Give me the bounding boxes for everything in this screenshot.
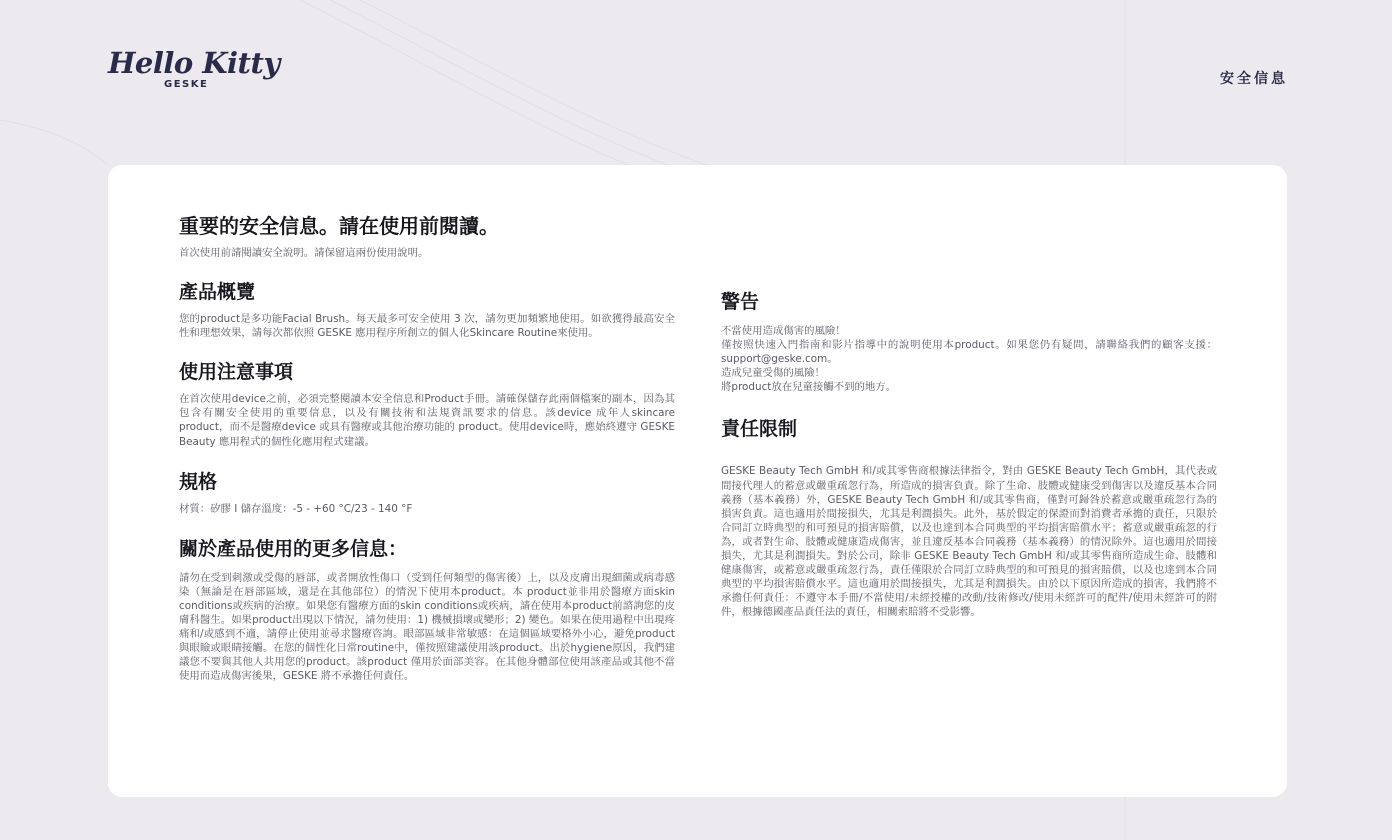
section-text-liability: GESKE Beauty Tech GmbH 和/或其零售商根據法律指令，對由 GESKE Beauty Tech GmbH，其代表或間接代理人的蓄意或嚴重疏忽行為，所造成的損害負責。除了生命、肢體或健康受到傷害以及違反基本合同義務（基本義務）外，GESKE Beauty Tech GmbH 和/或其零售商，僅對可歸咎於蓄意或嚴重疏忽行為的損害負責。這也適用於間接損失，尤其是利潤損失。此外，基於假定的保證而對消費者承擔的責任，只限於合同訂立時典型的和可預見的損害賠償，以及也達到本合同典型的平均損害賠償水平；蓄意或嚴重疏忽的行為，或者對生命、肢體或健康造成傷害，並且違反基本合同義務（基本義務）的情況除外。這也適用於間接損失，尤其是利潤損失。對於公司，除非 GESKE Beauty Tech GmbH 和/或其零售商所造成生命、肢體和健康傷害，或蓄意或嚴重疏忽行為，責任僅限於合同訂立時典型的和可預見的損害賠償，以及也達到本合同典型的平均損害賠償水平。這也適用於間接損失，尤其是利潤損失。由於以下原因所造成的損害，我們將不承擔任何責任：不遵守本手冊/不當使用/未經授權的改動/技術修改/使用未經許可的配件/使用未經許可的附件，根據德國產品責任法的責任，相關索賠將不受影響。 xyxy=(721,465,1217,619)
right-column xyxy=(721,289,1217,620)
section-heading-warning: 警告 xyxy=(721,291,760,313)
left-column xyxy=(179,213,675,684)
page-subtitle: 首次使用前請閱讀安全說明。請保留這兩份使用說明。 xyxy=(179,247,429,259)
content-card xyxy=(108,165,1287,797)
brand-logo[interactable] xyxy=(108,46,280,96)
section-heading-usage-notes: 使用注意事項 xyxy=(179,361,294,384)
logo-subtext: GESKE xyxy=(164,79,209,90)
section-text-specifications: 材質：矽膠 I 儲存溫度：-5 - +60 °C/23 - 140 °F xyxy=(179,502,413,515)
section-heading-more-info: 關於產品使用的更多信息： xyxy=(179,537,408,560)
section-text-usage-notes: 在首次使用device之前，必須完整閱讀本安全信息和Product手冊。請確保儲存此兩個檔案的副本，因為其包含有關安全使用的重要信息，以及有關技術和法規資訊要求的信息。該device 成年人skincare product，而不是醫療device 或具有醫療或其他治療功能的 product。使用device時，應始終遵守 GESKE Beauty 應用程式的個性化應用程式建議。 xyxy=(179,393,675,448)
warning-line: 造成兒童受傷的風險！ xyxy=(721,367,825,380)
logo-script-text: Hello Kitty xyxy=(108,46,280,80)
section-heading-product-overview: 產品概覽 xyxy=(179,281,256,304)
section-heading-specifications: 規格 xyxy=(179,470,218,493)
section-text-more-info: 請勿在受到刺激或受傷的唇部，或者開放性傷口（受到任何類型的傷害後）上，以及皮膚出現細菌或病毒感染（無論是在唇部區域，還是在其他部位）的情況下使用本product。本 product並非用於醫療方面skin conditions或疾病的治療。如果您有醫療方面的skin conditions或疾病，請在使用本product前諮詢您的皮膚科醫生。如果product出現以下情況，請勿使用：1) 機械損壞或變形；2) 變色。如果在使用過程中出現疼痛和/或感到不適，請停止使用並尋求醫療咨詢。眼部區域非常敏感：在這個區域要格外小心，避免product與眼瞼或眼睛接觸。在您的個性化日常routine中，僅按照建議使用該product。出於hygiene原因，我們建議您不要與其他人共用您的product。該product 僅用於面部美容。在其他身體部位使用該產品或其他不當使用而造成傷害後果，GESKE 將不承擔任何責任。 xyxy=(179,571,675,683)
warning-text xyxy=(721,324,1217,394)
page-title: 重要的安全信息。請在使用前閱讀。 xyxy=(179,214,499,238)
warning-line: 僅按照快速入門指南和影片指導中的說明使用本product。如果您仍有疑問，請聯絡我們的顧客支援：support@geske.com。 xyxy=(721,339,1217,366)
warning-line: 將product放在兒童接觸不到的地方。 xyxy=(721,381,897,394)
nav-link-safety-info[interactable]: 安全信息 xyxy=(1220,71,1288,87)
section-text-product-overview: 您的product是多功能Facial Brush。每天最多可安全使用 3 次，請勿更加頻繁地使用。如欲獲得最高安全性和理想效果，請每次都依照 GESKE 應用程序所創立的個人化Skincare Routine來使用。 xyxy=(179,313,675,340)
site-header xyxy=(0,0,1392,165)
section-heading-liability: 責任限制 xyxy=(721,418,798,441)
warning-line: 不當使用造成傷害的風險！ xyxy=(721,325,846,337)
